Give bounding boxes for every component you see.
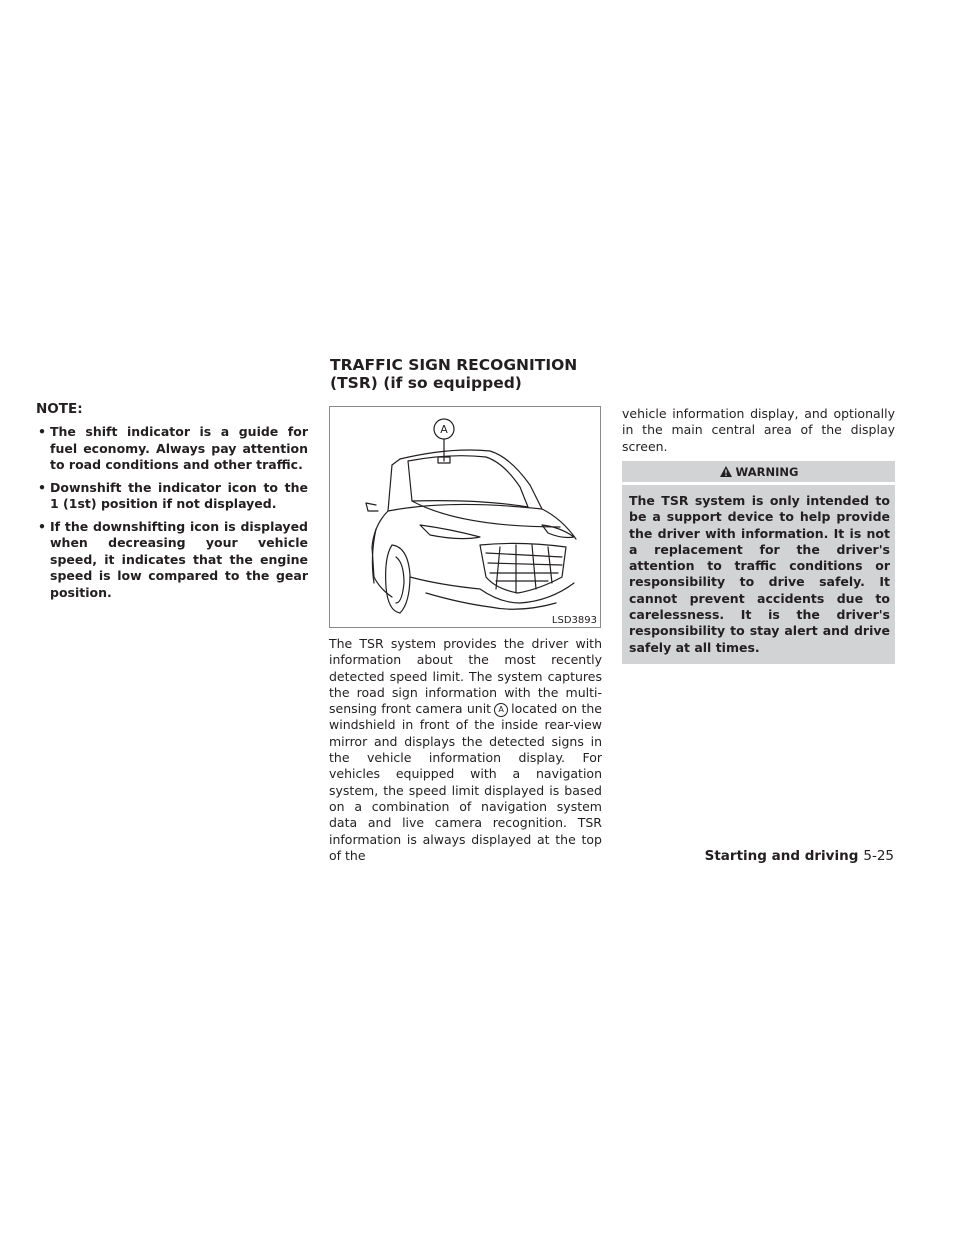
warning-header: [622, 461, 895, 482]
footer-section: Starting and driving: [704, 848, 859, 864]
warning-title: WARNING: [735, 464, 799, 479]
note-item: • If the downshifting icon is displayed when decreasing your vehicle speed, it indicates that the engine speed is low compared to the gear position.: [36, 519, 308, 602]
note-list: [36, 424, 308, 607]
figure-callout-label: A: [440, 423, 448, 436]
callout-a: A: [494, 703, 508, 717]
body-text-part2: located on the windshield in front of the inside rear-view mirror and displays the detected signs in the vehicle information display. For vehicles equipped with a navigation system, the speed limit displayed is based on a combination of navigation system data and live camera recognition. TSR information is always displayed at the top of the: [329, 701, 602, 863]
note-item: • The shift indicator is a guide for fuel economy. Always pay attention to road conditions and other traffic.: [36, 424, 308, 474]
note-title: NOTE:: [36, 401, 83, 417]
section-heading: TRAFFIC SIGN RECOGNITION (TSR) (if so equipped): [330, 356, 578, 392]
figure-code: LSD3893: [551, 615, 597, 626]
footer-page-number: 5-25: [863, 848, 894, 864]
car-front-camera-illustration: [330, 407, 600, 627]
body-paragraph: [329, 636, 602, 864]
note-item: • Downshift the indicator icon to the 1 (1st) position if not displayed.: [36, 480, 308, 513]
body-continuation: vehicle information display, and optionally in the main central area of the display screen.: [622, 406, 895, 454]
warning-box: [622, 485, 895, 664]
body-text-part1: The TSR system provides the driver with information about the most recently detected speed limit. The system captures the road sign information with the multi-sensing front camera unit: [329, 636, 602, 717]
figure-frame: [329, 406, 601, 628]
warning-triangle-icon: [719, 465, 733, 478]
page-footer: [705, 848, 894, 864]
warning-text: The TSR system is only intended to be a support device to help provide the driver with information. It is not a replacement for the driver's attention to traffic conditions or responsibility to drive safely. It cannot prevent accidents due to carelessness. It is the driver's responsibility to stay alert and drive safely at all times.: [629, 493, 890, 655]
